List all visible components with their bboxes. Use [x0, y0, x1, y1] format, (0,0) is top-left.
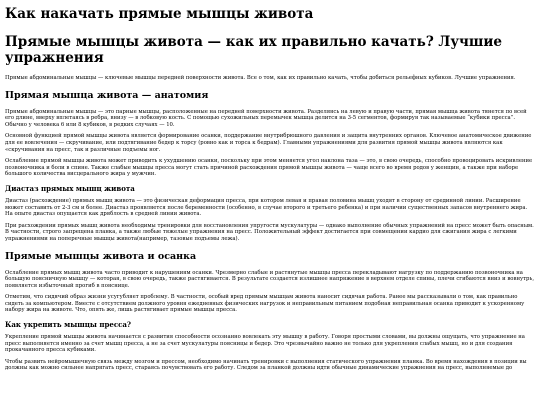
section-heading-anatomy: Прямая мышца живота — анатомия: [5, 89, 209, 101]
paragraph: Ослабление прямой мышцы живота может приводить к ухудшению осанки, поскольку при этом меняется угол наклона таза — это, в свою очередь, способно провоцировать искривление позвоночника и боли в спине. Также слабые мышцы пресса могут стать причиной расхождения прямой мышцы живота — чаще всего во время родов у женщин, а также при наборе большого количества висцерального жира у мужчин.: [5, 158, 533, 178]
paragraph: Отметим, что сидячий образ жизни усугубляет проблему. В частности, особый вред прямым мышцам живота наносит сидячая работа. Ранее мы рассказывали о том, как правильно сидеть за компьютером. Вместе с отсутствием должного уровня ежедневных физических нагрузок и неправильным питанием подобная неправильная осанка приводит к ускоренному набору жира на животе. Что, опять же, лишь растягивает прямые мышцы пресса.: [5, 294, 525, 314]
section-heading-diastasis: Диастаз прямых мышц живота: [5, 183, 135, 193]
article: [5, 34, 535, 372]
paragraph: Укрепление прямой мышцы живота начинается с развития способности осознанно вовлекать эту мышцу в работу. Говоря простыми словами, вы должны ощущать, что упражнение на пресс выполняется именно за счет мышц пресса, а не за счет мускулатуры поясницы и бедер. Это чрезвычайно важно не только для укрепления слабых мышц, но и для создания прокачанного пресса кубиками.: [5, 334, 525, 354]
article-title: Прямые мышцы живота — как их правильно качать? Лучшие упражнения: [5, 34, 502, 66]
article-intro: Прямые абдоминальные мышцы — ключевые мышцы передней поверхности живота. Все о том, как их правильно качать, чтобы добиться рельефных кубиков. Лучшие упражнения.: [5, 75, 516, 81]
paragraph: При расхождении прямых мышц живота необходимы тренировки для восстановления упругости мускулатуры — однако выполнение обычных упражнений на пресс может быть опасным. В частности, строго запрещена планка, а также любые тяжелые упражнения на пресс. Положительный эффект достигается при совмещении кардио для сжигания жира с легкими упражнениями на поперечные мышцы живота(например, тазовые подъемы лежа).: [5, 222, 534, 242]
paragraph: Прямые абдоминальные мышцы — это парные мышцы, расположенные на передней поверхности живота. Разделяясь на левую и правую части, прямая мышца живота тянется по всей его длине, вверху вплетаясь в ребра, внизу — в лобковую кость. С помощью сухожильных перемычек мышца делится на 3-5 сегментов, формируя так называемые “кубики пресса”. Обычно у человека 6 или 8 кубиков, в редких случаях — 10.: [5, 108, 527, 128]
site-title: Как накачать прямые мышцы живота: [5, 6, 314, 22]
section-heading-strengthen: Как укрепить мышцы пресса?: [5, 320, 131, 330]
paragraph: Диастаз (расхождение) прямых мышц живота — это физическая деформация пресса, при котором левая и правая половина мышц уходят в сторону от срединной линии. Расширение может составить от 2-3 см и более. Диастаз проявляется после беременности (особенно, в случае второго и третьего ребенка) и при наличии существенных запасов внутреннего жира. На опыте диастаз опущается как дряблость в средней линии живота.: [5, 197, 528, 218]
paragraph: Ослабление прямых мышц живота часто приводит к нарушениям осанки. Чрезмерно слабые и растянутые мышцы пресса перекладывают нагрузку по поддержанию позвоночника на большую поясничную мышцу — которая, в свою очередь, также растягивается. В результате создается излишнее напряжение в верхнем отделе спины, плечи сгибаются вниз и вовнутрь, появляется избыточный прогиб в пояснице.: [5, 269, 535, 289]
section-heading-posture: Прямые мышцы живота и осанка: [5, 250, 197, 262]
paragraph: Чтобы развить нейромышечную связь между мозгом и прессом, необходимо начинать тренировки с выполнения статического упражнения планка. Во время нахождения в позиции вы должны как можно сильнее напрягать пресс, стараясь почувствовать его работу. Следом за планкой должны идти обычные динамические упражнения на пресс, выполняемые до: [5, 358, 527, 372]
paragraph: Основной функцией прямой мышцы живота является формирование осанки, поддержание внутрибрюшного давления и защита внутренних органов. Ключевое анатомическое движение для ее вовлечения — скручивание, или подтягивание бедер к торсу (ровно как и торса к бедрам). Главными упражнениями для развития прямой мышцы живота являются как «скручивания на пресс, так и различные подъемы ног.: [5, 133, 532, 153]
